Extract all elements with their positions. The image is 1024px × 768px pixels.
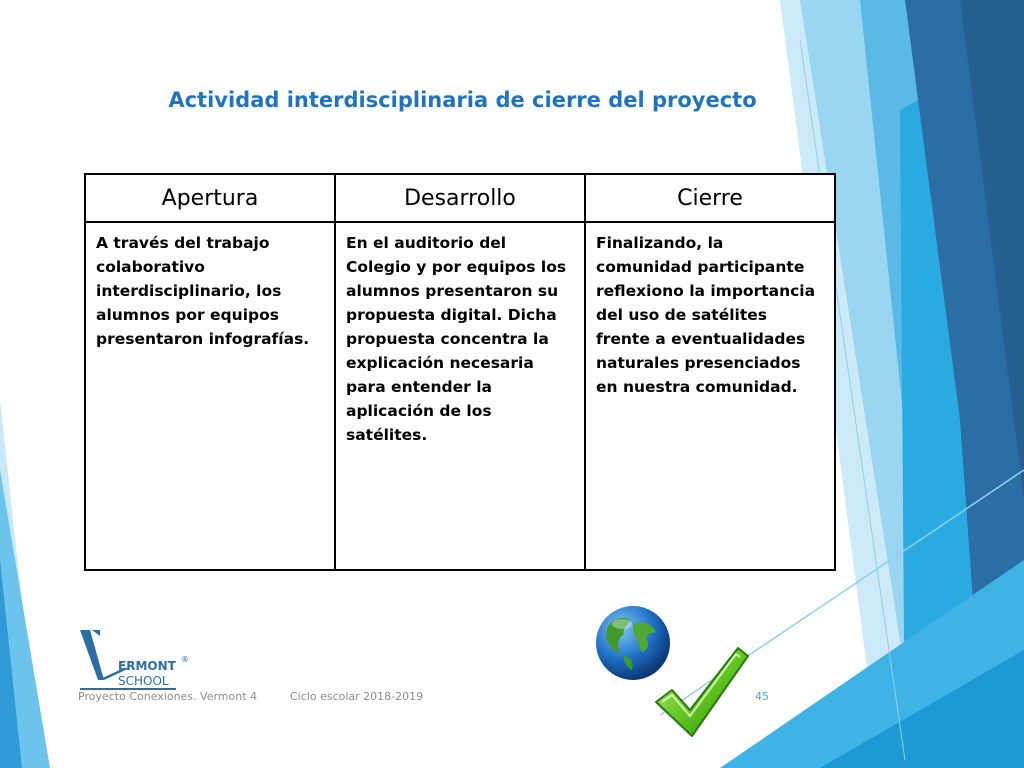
footer-project: Proyecto Conexiones. Vermont 4 (78, 690, 258, 703)
logo-brand-bottom: SCHOOL (118, 674, 169, 688)
slide-title: Actividad interdisciplinaria de cierre del proyecto (168, 88, 757, 112)
logo-brand-top: ERMONT (118, 659, 176, 673)
vermont-school-logo (78, 628, 198, 694)
header-cierre: Cierre (585, 174, 835, 222)
table-header-row (85, 174, 835, 222)
checkmark-icon (652, 644, 752, 742)
activity-table-wrapper (84, 173, 836, 571)
page-number: 45 (755, 690, 769, 703)
footer-cycle: Ciclo escolar 2018-2019 (290, 690, 424, 703)
logo-mark-icon (78, 628, 198, 694)
logo-registered: ® (181, 655, 189, 664)
cell-desarrollo: En el auditorio del Colegio y por equipos los alumnos presentaron su propuesta digital. Dicha propuesta concentra la explicación necesaria para entender la aplicación de los satélites. (335, 222, 585, 570)
cell-apertura: A través del trabajo colaborativo interdisciplinario, los alumnos por equipos presentaron infografías. (85, 222, 335, 570)
table-row (85, 222, 835, 570)
header-apertura: Apertura (85, 174, 335, 222)
cell-cierre: Finalizando, la comunidad participante reflexiono la importancia del uso de satélites frente a eventualidades naturales presenciados en nuestra comunidad. (585, 222, 835, 570)
activity-table (84, 173, 836, 571)
header-desarrollo: Desarrollo (335, 174, 585, 222)
